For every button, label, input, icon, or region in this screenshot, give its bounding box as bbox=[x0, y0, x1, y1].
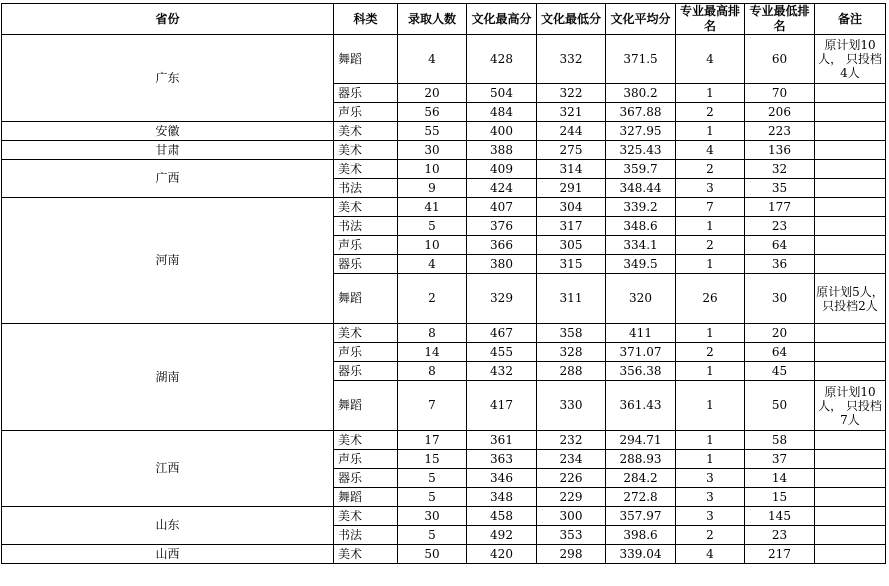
category-cell: 声乐 bbox=[334, 450, 398, 469]
rank-max-cell: 2 bbox=[676, 526, 745, 545]
header-culture-avg: 文化平均分 bbox=[606, 4, 676, 35]
rank-max-cell: 2 bbox=[676, 236, 745, 255]
rank-min-cell: 45 bbox=[745, 362, 815, 381]
culture-min-cell: 353 bbox=[537, 526, 606, 545]
culture-max-cell: 424 bbox=[467, 179, 537, 198]
enrolled-cell: 20 bbox=[398, 84, 467, 103]
rank-max-cell: 1 bbox=[676, 362, 745, 381]
rank-max-cell: 1 bbox=[676, 450, 745, 469]
culture-max-cell: 348 bbox=[467, 488, 537, 507]
rank-max-cell: 1 bbox=[676, 84, 745, 103]
culture-max-cell: 420 bbox=[467, 545, 537, 564]
category-cell: 舞蹈 bbox=[334, 35, 398, 84]
category-cell: 声乐 bbox=[334, 236, 398, 255]
header-rank-min: 专业最低排名 bbox=[745, 4, 815, 35]
culture-min-cell: 358 bbox=[537, 324, 606, 343]
note-cell bbox=[815, 84, 886, 103]
rank-max-cell: 2 bbox=[676, 343, 745, 362]
culture-max-cell: 388 bbox=[467, 141, 537, 160]
culture-min-cell: 229 bbox=[537, 488, 606, 507]
enrolled-cell: 7 bbox=[398, 381, 467, 431]
category-cell: 美术 bbox=[334, 122, 398, 141]
category-cell: 器乐 bbox=[334, 84, 398, 103]
table-row bbox=[2, 122, 886, 141]
rank-max-cell: 26 bbox=[676, 274, 745, 324]
culture-avg-cell: 327.95 bbox=[606, 122, 676, 141]
enrolled-cell: 56 bbox=[398, 103, 467, 122]
category-cell: 器乐 bbox=[334, 255, 398, 274]
enrolled-cell: 8 bbox=[398, 362, 467, 381]
rank-max-cell: 1 bbox=[676, 255, 745, 274]
culture-max-cell: 363 bbox=[467, 450, 537, 469]
rank-min-cell: 30 bbox=[745, 274, 815, 324]
province-cell: 安徽 bbox=[2, 122, 334, 141]
culture-avg-cell: 371.07 bbox=[606, 343, 676, 362]
culture-max-cell: 380 bbox=[467, 255, 537, 274]
note-cell: 原计划5人， 只投档2人 bbox=[815, 274, 886, 324]
culture-avg-cell: 284.2 bbox=[606, 469, 676, 488]
note-cell bbox=[815, 324, 886, 343]
culture-min-cell: 332 bbox=[537, 35, 606, 84]
note-cell bbox=[815, 198, 886, 217]
category-cell: 器乐 bbox=[334, 362, 398, 381]
note-cell bbox=[815, 179, 886, 198]
enrolled-cell: 5 bbox=[398, 488, 467, 507]
culture-min-cell: 304 bbox=[537, 198, 606, 217]
culture-max-cell: 417 bbox=[467, 381, 537, 431]
rank-max-cell: 3 bbox=[676, 488, 745, 507]
culture-min-cell: 298 bbox=[537, 545, 606, 564]
province-cell: 甘肃 bbox=[2, 141, 334, 160]
enrolled-cell: 2 bbox=[398, 274, 467, 324]
culture-avg-cell: 272.8 bbox=[606, 488, 676, 507]
province-cell: 广东 bbox=[2, 35, 334, 122]
culture-max-cell: 458 bbox=[467, 507, 537, 526]
province-cell: 江西 bbox=[2, 431, 334, 507]
rank-min-cell: 145 bbox=[745, 507, 815, 526]
header-row bbox=[2, 4, 886, 35]
rank-max-cell: 4 bbox=[676, 141, 745, 160]
note-cell bbox=[815, 507, 886, 526]
header-category: 科类 bbox=[334, 4, 398, 35]
culture-avg-cell: 398.6 bbox=[606, 526, 676, 545]
culture-min-cell: 288 bbox=[537, 362, 606, 381]
enrolled-cell: 30 bbox=[398, 507, 467, 526]
enrolled-cell: 5 bbox=[398, 217, 467, 236]
category-cell: 器乐 bbox=[334, 469, 398, 488]
rank-min-cell: 35 bbox=[745, 179, 815, 198]
category-cell: 舞蹈 bbox=[334, 381, 398, 431]
culture-min-cell: 330 bbox=[537, 381, 606, 431]
culture-avg-cell: 325.43 bbox=[606, 141, 676, 160]
rank-max-cell: 3 bbox=[676, 507, 745, 526]
header-culture-min: 文化最低分 bbox=[537, 4, 606, 35]
table-row bbox=[2, 160, 886, 179]
note-cell bbox=[815, 469, 886, 488]
category-cell: 美术 bbox=[334, 545, 398, 564]
enrolled-cell: 8 bbox=[398, 324, 467, 343]
culture-avg-cell: 288.93 bbox=[606, 450, 676, 469]
culture-min-cell: 321 bbox=[537, 103, 606, 122]
culture-min-cell: 314 bbox=[537, 160, 606, 179]
rank-min-cell: 64 bbox=[745, 343, 815, 362]
culture-avg-cell: 357.97 bbox=[606, 507, 676, 526]
rank-min-cell: 36 bbox=[745, 255, 815, 274]
culture-min-cell: 315 bbox=[537, 255, 606, 274]
rank-max-cell: 3 bbox=[676, 469, 745, 488]
culture-avg-cell: 348.44 bbox=[606, 179, 676, 198]
culture-avg-cell: 361.43 bbox=[606, 381, 676, 431]
note-cell bbox=[815, 103, 886, 122]
culture-avg-cell: 367.88 bbox=[606, 103, 676, 122]
enrolled-cell: 14 bbox=[398, 343, 467, 362]
rank-min-cell: 217 bbox=[745, 545, 815, 564]
culture-max-cell: 376 bbox=[467, 217, 537, 236]
culture-min-cell: 300 bbox=[537, 507, 606, 526]
rank-min-cell: 32 bbox=[745, 160, 815, 179]
culture-min-cell: 232 bbox=[537, 431, 606, 450]
culture-max-cell: 484 bbox=[467, 103, 537, 122]
culture-max-cell: 467 bbox=[467, 324, 537, 343]
note-cell bbox=[815, 526, 886, 545]
culture-max-cell: 329 bbox=[467, 274, 537, 324]
note-cell bbox=[815, 160, 886, 179]
province-cell: 山西 bbox=[2, 545, 334, 564]
enrolled-cell: 15 bbox=[398, 450, 467, 469]
province-cell: 广西 bbox=[2, 160, 334, 198]
note-cell bbox=[815, 431, 886, 450]
note-cell: 原计划10人， 只投档4人 bbox=[815, 35, 886, 84]
category-cell: 美术 bbox=[334, 507, 398, 526]
culture-min-cell: 275 bbox=[537, 141, 606, 160]
note-cell bbox=[815, 545, 886, 564]
table-row bbox=[2, 545, 886, 564]
category-cell: 美术 bbox=[334, 431, 398, 450]
culture-max-cell: 428 bbox=[467, 35, 537, 84]
culture-avg-cell: 348.6 bbox=[606, 217, 676, 236]
culture-min-cell: 291 bbox=[537, 179, 606, 198]
rank-max-cell: 4 bbox=[676, 545, 745, 564]
culture-avg-cell: 339.04 bbox=[606, 545, 676, 564]
culture-min-cell: 311 bbox=[537, 274, 606, 324]
note-cell bbox=[815, 255, 886, 274]
note-cell bbox=[815, 122, 886, 141]
rank-min-cell: 223 bbox=[745, 122, 815, 141]
category-cell: 美术 bbox=[334, 324, 398, 343]
note-cell bbox=[815, 141, 886, 160]
header-rank-max: 专业最高排名 bbox=[676, 4, 745, 35]
header-note: 备注 bbox=[815, 4, 886, 35]
category-cell: 舞蹈 bbox=[334, 274, 398, 324]
province-cell: 湖南 bbox=[2, 324, 334, 431]
rank-max-cell: 1 bbox=[676, 431, 745, 450]
note-cell: 原计划10人， 只投档7人 bbox=[815, 381, 886, 431]
note-cell bbox=[815, 450, 886, 469]
rank-min-cell: 177 bbox=[745, 198, 815, 217]
rank-min-cell: 23 bbox=[745, 526, 815, 545]
note-cell bbox=[815, 343, 886, 362]
category-cell: 书法 bbox=[334, 179, 398, 198]
rank-min-cell: 64 bbox=[745, 236, 815, 255]
rank-max-cell: 1 bbox=[676, 217, 745, 236]
category-cell: 美术 bbox=[334, 198, 398, 217]
province-cell: 山东 bbox=[2, 507, 334, 545]
category-cell: 声乐 bbox=[334, 343, 398, 362]
culture-avg-cell: 320 bbox=[606, 274, 676, 324]
enrolled-cell: 55 bbox=[398, 122, 467, 141]
rank-min-cell: 15 bbox=[745, 488, 815, 507]
rank-min-cell: 23 bbox=[745, 217, 815, 236]
table-row bbox=[2, 507, 886, 526]
header-enrolled: 录取人数 bbox=[398, 4, 467, 35]
culture-max-cell: 366 bbox=[467, 236, 537, 255]
enrolled-cell: 10 bbox=[398, 160, 467, 179]
rank-min-cell: 206 bbox=[745, 103, 815, 122]
culture-max-cell: 455 bbox=[467, 343, 537, 362]
culture-avg-cell: 294.71 bbox=[606, 431, 676, 450]
culture-min-cell: 328 bbox=[537, 343, 606, 362]
category-cell: 舞蹈 bbox=[334, 488, 398, 507]
culture-max-cell: 400 bbox=[467, 122, 537, 141]
category-cell: 美术 bbox=[334, 160, 398, 179]
culture-avg-cell: 359.7 bbox=[606, 160, 676, 179]
culture-min-cell: 322 bbox=[537, 84, 606, 103]
culture-max-cell: 409 bbox=[467, 160, 537, 179]
rank-max-cell: 2 bbox=[676, 160, 745, 179]
enrolled-cell: 5 bbox=[398, 526, 467, 545]
rank-min-cell: 60 bbox=[745, 35, 815, 84]
rank-min-cell: 50 bbox=[745, 381, 815, 431]
rank-max-cell: 2 bbox=[676, 103, 745, 122]
rank-min-cell: 14 bbox=[745, 469, 815, 488]
rank-max-cell: 7 bbox=[676, 198, 745, 217]
culture-avg-cell: 339.2 bbox=[606, 198, 676, 217]
culture-max-cell: 432 bbox=[467, 362, 537, 381]
category-cell: 书法 bbox=[334, 217, 398, 236]
table-row bbox=[2, 141, 886, 160]
header-culture-max: 文化最高分 bbox=[467, 4, 537, 35]
note-cell bbox=[815, 362, 886, 381]
note-cell bbox=[815, 236, 886, 255]
table-row bbox=[2, 324, 886, 343]
note-cell bbox=[815, 217, 886, 236]
admission-table bbox=[1, 3, 886, 564]
rank-max-cell: 1 bbox=[676, 324, 745, 343]
enrolled-cell: 17 bbox=[398, 431, 467, 450]
culture-avg-cell: 411 bbox=[606, 324, 676, 343]
category-cell: 书法 bbox=[334, 526, 398, 545]
rank-min-cell: 70 bbox=[745, 84, 815, 103]
enrolled-cell: 50 bbox=[398, 545, 467, 564]
rank-min-cell: 20 bbox=[745, 324, 815, 343]
table-row bbox=[2, 431, 886, 450]
culture-max-cell: 346 bbox=[467, 469, 537, 488]
category-cell: 美术 bbox=[334, 141, 398, 160]
culture-min-cell: 317 bbox=[537, 217, 606, 236]
culture-min-cell: 244 bbox=[537, 122, 606, 141]
enrolled-cell: 30 bbox=[398, 141, 467, 160]
enrolled-cell: 10 bbox=[398, 236, 467, 255]
category-cell: 声乐 bbox=[334, 103, 398, 122]
enrolled-cell: 4 bbox=[398, 255, 467, 274]
culture-avg-cell: 334.1 bbox=[606, 236, 676, 255]
culture-min-cell: 305 bbox=[537, 236, 606, 255]
rank-max-cell: 4 bbox=[676, 35, 745, 84]
table-row bbox=[2, 35, 886, 84]
enrolled-cell: 41 bbox=[398, 198, 467, 217]
table-row bbox=[2, 198, 886, 217]
culture-max-cell: 492 bbox=[467, 526, 537, 545]
culture-max-cell: 504 bbox=[467, 84, 537, 103]
culture-avg-cell: 349.5 bbox=[606, 255, 676, 274]
culture-max-cell: 361 bbox=[467, 431, 537, 450]
rank-min-cell: 58 bbox=[745, 431, 815, 450]
culture-avg-cell: 380.2 bbox=[606, 84, 676, 103]
province-cell: 河南 bbox=[2, 198, 334, 324]
rank-max-cell: 1 bbox=[676, 122, 745, 141]
note-cell bbox=[815, 488, 886, 507]
enrolled-cell: 4 bbox=[398, 35, 467, 84]
culture-min-cell: 234 bbox=[537, 450, 606, 469]
rank-min-cell: 37 bbox=[745, 450, 815, 469]
culture-max-cell: 407 bbox=[467, 198, 537, 217]
rank-max-cell: 1 bbox=[676, 381, 745, 431]
culture-min-cell: 226 bbox=[537, 469, 606, 488]
culture-avg-cell: 356.38 bbox=[606, 362, 676, 381]
enrolled-cell: 5 bbox=[398, 469, 467, 488]
rank-min-cell: 136 bbox=[745, 141, 815, 160]
culture-avg-cell: 371.5 bbox=[606, 35, 676, 84]
header-province: 省份 bbox=[2, 4, 334, 35]
enrolled-cell: 9 bbox=[398, 179, 467, 198]
rank-max-cell: 3 bbox=[676, 179, 745, 198]
